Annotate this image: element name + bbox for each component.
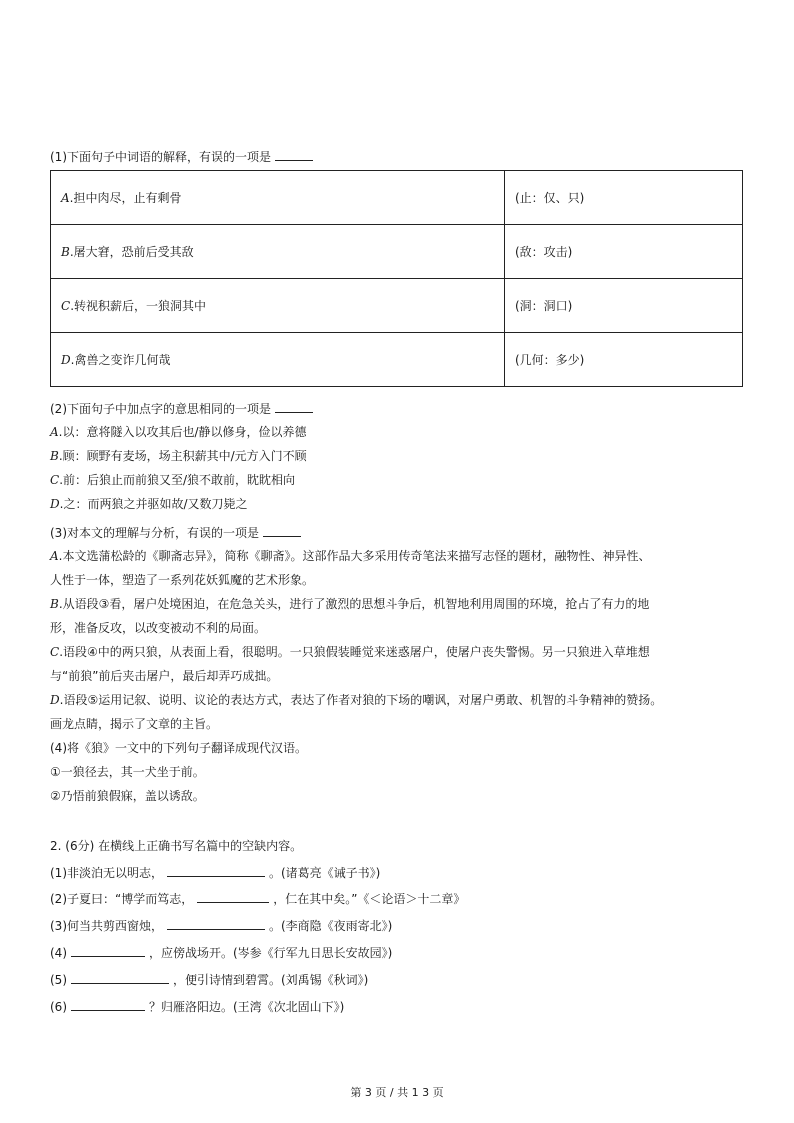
q2-option-a: A.以：意将隧入以攻其后也/静以修身，俭以养德: [50, 425, 307, 439]
q1-prompt: [50, 148, 313, 165]
q3-option-c: C.语段④中的两只狼，从表面上看，很聪明。一只狼假装睡觉来迷惑屠户，使屠户丧失警惕。另一只狼进入草堆想: [50, 645, 650, 659]
option-sentence: A.担中肉尽，止有剩骨: [51, 171, 505, 225]
q2-option-b: B.顾：顾野有麦场，场主积薪其中/元方入门不顾: [50, 449, 307, 463]
fill-item-6: (6) ？归雁洛阳边。(王湾《次北固山下》): [50, 1000, 345, 1014]
q2-prompt: [50, 400, 313, 417]
fill-blank[interactable]: [71, 998, 145, 1011]
answer-blank[interactable]: [275, 148, 313, 161]
table-row: [51, 333, 743, 387]
q4-prompt: (4)将《狼》一文中的下列句子翻译成现代汉语。: [50, 741, 307, 755]
q3-prompt: [50, 524, 301, 541]
q1-options-table: [50, 170, 743, 387]
q1-prompt-text: (1)下面句子中词语的解释，有误的一项是: [50, 150, 271, 164]
q3-option-d: D.语段⑤运用记叙、说明、议论的表达方式，表达了作者对狼的下场的嘲讽，对屠户勇敢、机智的斗争精神的赞扬。: [50, 693, 663, 707]
q2-prompt-text: (2)下面句子中加点字的意思相同的一项是: [50, 402, 271, 416]
option-sentence: B.屠大窘，恐前后受其敌: [51, 225, 505, 279]
fill-blank[interactable]: [197, 890, 269, 903]
page-number-footer: 第 3 页 / 共 1 3 页: [350, 1086, 444, 1099]
option-note: (几何：多少): [505, 333, 743, 387]
fill-blank[interactable]: [71, 944, 145, 957]
option-sentence: D.禽兽之变诈几何哉: [51, 333, 505, 387]
section2-title: 2. (6分) 在横线上正确书写名篇中的空缺内容。: [50, 839, 303, 853]
q2-option-d: D.之：而两狼之并驱如故/又数刀毙之: [50, 497, 248, 511]
fill-blank[interactable]: [167, 917, 265, 930]
q3-option-d-cont: 画龙点睛，揭示了文章的主旨。: [50, 717, 219, 731]
q2-option-c: C.前：后狼止而前狼又至/狼不敢前，眈眈相向: [50, 473, 296, 487]
answer-blank[interactable]: [275, 400, 313, 413]
table-row: [51, 171, 743, 225]
answer-blank[interactable]: [263, 524, 301, 537]
q3-prompt-text: (3)对本文的理解与分析，有误的一项是: [50, 526, 259, 540]
table-row: [51, 225, 743, 279]
option-note: (敌：攻击): [505, 225, 743, 279]
table-row: [51, 279, 743, 333]
q4-item-2: ②乃悟前狼假寐，盖以诱敌。: [50, 789, 205, 803]
fill-item-1: (1)非淡泊无以明志， 。(诸葛亮《诫子书》): [50, 866, 381, 880]
option-sentence: C.转视积薪后，一狼洞其中: [51, 279, 505, 333]
q3-option-a: A.本文选蒲松龄的《聊斋志异》，简称《聊斋》。这部作品大多采用传奇笔法来描写志怪的题材，融物性、神异性、: [50, 549, 651, 563]
fill-blank[interactable]: [71, 971, 169, 984]
option-note: (止：仅、只): [505, 171, 743, 225]
q4-item-1: ①一狼径去，其一犬坐于前。: [50, 765, 205, 779]
fill-item-4: (4) ，应傍战场开。(岑参《行军九日思长安故园》): [50, 946, 393, 960]
fill-item-2: (2)子夏曰：“博学而笃志， ，仁在其中矣。”《＜论语＞十二章》: [50, 892, 466, 906]
q3-option-b: B.从语段③看，屠户处境困迫，在危急关头，进行了激烈的思想斗争后，机智地利用周围的环境，抢占了有力的地: [50, 597, 650, 611]
fill-item-5: (5) ，便引诗情到碧霄。(刘禹锡《秋词》): [50, 973, 369, 987]
fill-item-3: (3)何当共剪西窗烛， 。(李商隐《夜雨寄北》): [50, 919, 393, 933]
q3-option-b-cont: 形，准备反攻，以改变被动不利的局面。: [50, 621, 267, 635]
q3-option-a-cont: 人性于一体，塑造了一系列花妖狐魔的艺术形象。: [50, 573, 315, 587]
fill-blank[interactable]: [167, 864, 265, 877]
q3-option-c-cont: 与“前狼”前后夹击屠户，最后却弄巧成拙。: [50, 669, 279, 683]
option-note: (洞：洞口): [505, 279, 743, 333]
